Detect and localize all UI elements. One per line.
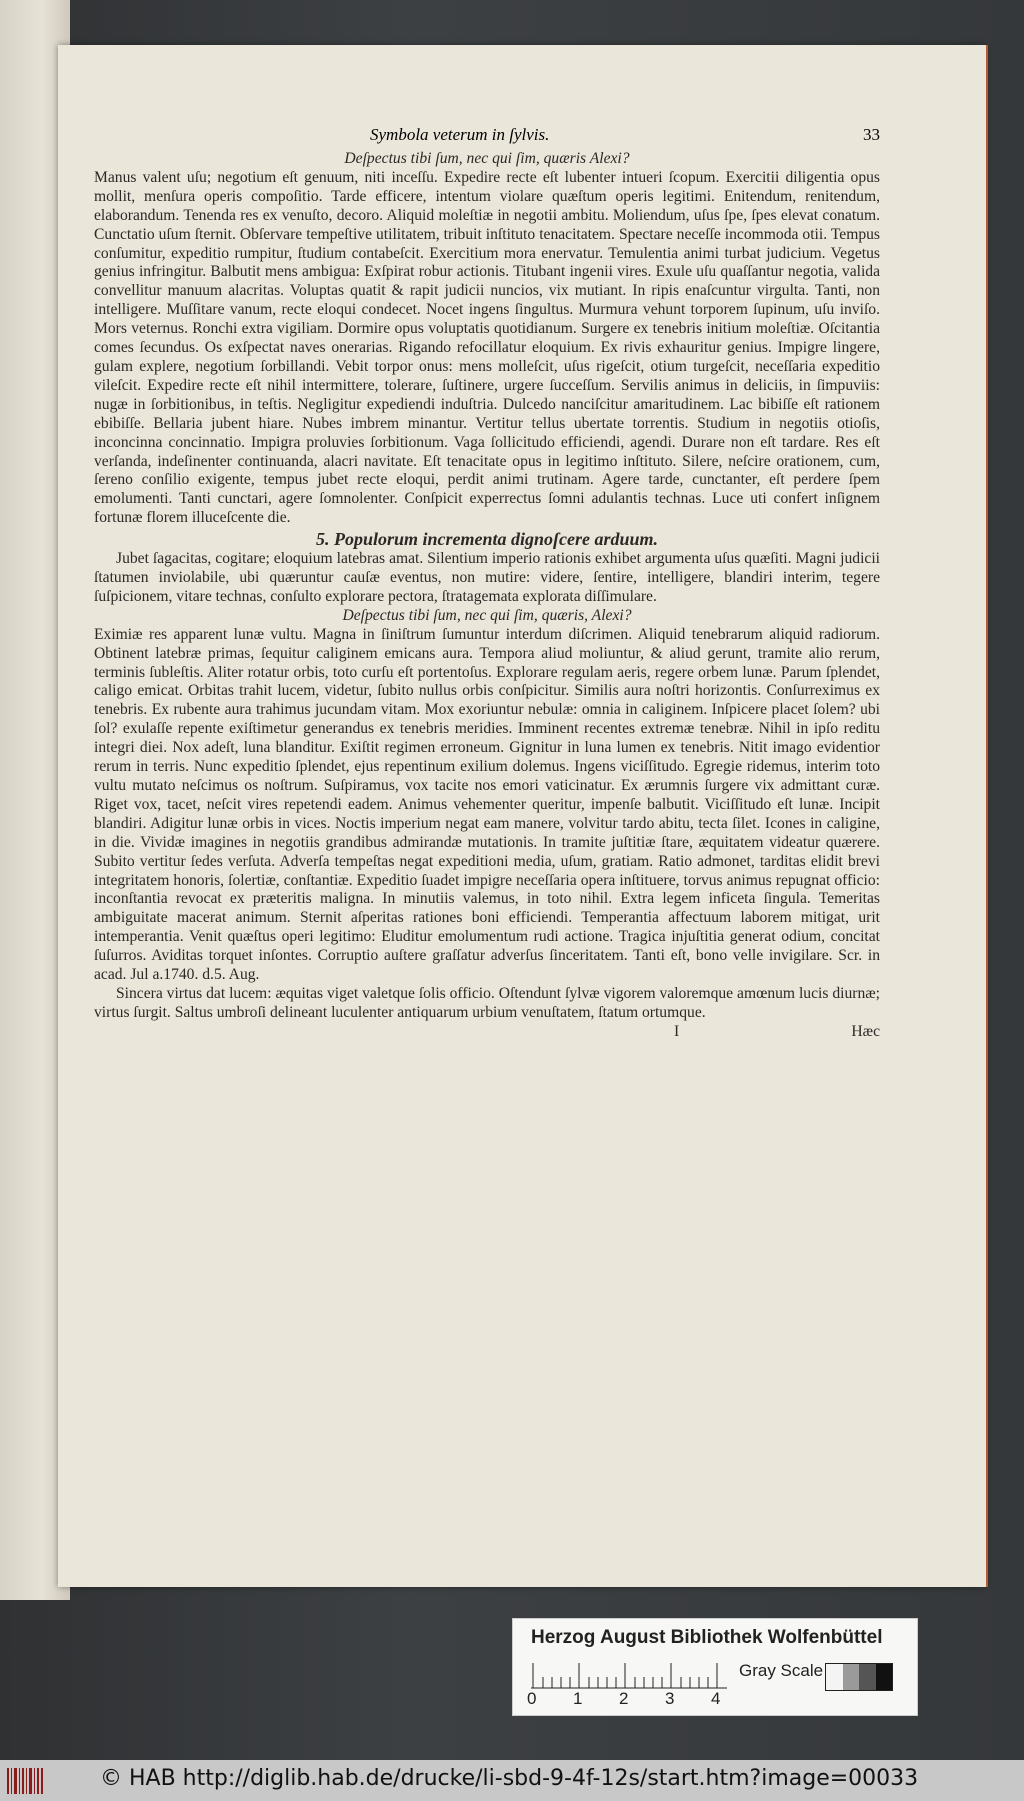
- motto-line: Deſpectus tibi ſum, nec qui ſim, quæris, Alexi?: [342, 606, 632, 624]
- library-name: Herzog August Bibliothek Wolfenbüttel: [531, 1627, 883, 1648]
- ruler-number: 0: [527, 1689, 537, 1708]
- catchword: Hæc: [851, 1022, 880, 1040]
- page-text: [94, 150, 880, 1043]
- ruler-number: 2: [619, 1689, 629, 1708]
- footer-bar: [0, 1760, 1024, 1801]
- ruler-number: 1: [573, 1689, 583, 1708]
- library-color-card: [512, 1618, 918, 1716]
- gray-swatch: [876, 1664, 893, 1690]
- gray-swatch: [843, 1664, 860, 1690]
- ruler-number: 4: [711, 1689, 721, 1708]
- barcode-icon: [6, 1766, 44, 1796]
- motto-line: Deſpectus tibi ſum, nec qui ſim, quæris Alexi?: [344, 150, 630, 167]
- running-head: [90, 125, 880, 149]
- section-heading: 5. Populorum incrementa dignoſcere arduum.: [315, 529, 659, 550]
- ruler-numbers: [527, 1689, 737, 1709]
- page-number: 33: [863, 125, 880, 144]
- page-bottom-line: [94, 1023, 880, 1043]
- gray-swatch: [859, 1664, 876, 1690]
- source-url-text: © HAB http://diglib.hab.de/drucke/li-sbd-9-4f-12s/start.htm?image=00033: [100, 1766, 919, 1791]
- signature-mark: I: [674, 1022, 680, 1040]
- paragraph: Jubet ſagacitas, cogitare; eloquium latebras amat. Silentium imperio rationis exhibet argumenta uſus quæſiti. Magni judicii ſtatumen inviolabile, ubi quæruntur cauſæ eventus, non mutire: videre, ſentire, intelligere, blandiri interim, tegere ſuſpicionem, vitare technas, conſulto explorare pectora, ſtratagemata explorata diſſimulare.: [94, 550, 880, 605]
- paragraph: Manus valent uſu; negotium eſt genuum, niti inceſſu. Expedire recte eſt lubenter intueri ſcopum. Exercitii diligentia opus mollit, menſura operis compoſitio. Tarde efficere, intentum violare quæſtum operis legitimi. Enitendum, renitendum, elaborandum. Tenenda res ex venuſto, decoro. Aliquid moleſtiæ in negotii ambitu. Moliendum, uſus ſpe, ſpes elevat conatum. Cunctatio uſum ſternit. Obſervare tempeſtive utilitatem, tribuit inſtituto tenacitatem. Spectare neceſſe incommoda otii. Tempus conſumitur, expeditio rumpitur, ſtudium contabeſcit. Exercitium mora enervatur. Temulentia animi turbat judicium. Vegetus genius infringitur. Balbutit mens ambigua: Exſpirat robur actionis. Titubant ingenii vires. Exule uſu quaſſantur negotia, valida convellitur manuum alacritas. Voluptas quatit & rapit judicii nuncios, vix mutiant. In ripis enaſcuntur virgulta. Tanti, non intelligere. Muſſitare vanum, recte eloqui condecet. Nocet ingens ſingultus. Murmura vehunt torporem ſupinum, uſu inviſo. Mors veternus. Ronchi extra vigiliam. Dormire opus voluptatis quotidianum. Surgere ex tenebris initium moleſtiæ. Oſcitantia comes ſecundus. Os exſpectat naves onerarias. Rigando refocillatur eloquium. Ex rivis exhauritur genius. Impigre lingere, gulam explere, negotium ſorbillandi. Vebit torpor onus: mens molleſcit, uſus rigeſcit, otium turgeſcit, neceſſaria expeditio vileſcit. Expedire recte eſt nihil intermittere, tolerare, ſuſtinere, urgere ſucceſſum. Servilis animus in deliciis, in ſimpuviis: nugæ in ſorbitionibus, in teſtis. Negligitur expediendi induſtria. Dulcedo nanciſcitur amaritudinem. Lac bibiſſe eſt rationem ebibiſſe. Bellaria jubent hiare. Nubes imbrem minantur. Vertitur tellus ubertate torrentis. Studium in negotiis otioſis, inconcinna concinnatio. Impigra proluvies ſorbitionum. Vaga ſollicitudo efficiendi, agendi. Durare non eſt tardare. Res eſt verſanda, indeſinenter continuanda, alacri navitate. Eſt tenacitate opus in legitimo inſtituto. Silere, neſcire orationem, cum, ſereno conſilio exigente, tempus jubet recte eloqui, perdit animi trutinam. Agere tarde, cunctanter, eſt perdere ſpem emolumenti. Tanti cunctari, agere ſomnolenter. Conſpicit experrectus ſomni adulantis technas. Luce uti confert inſignem fortunæ florem illuceſcente die.: [94, 168, 880, 527]
- gray-scale-swatches: [825, 1663, 893, 1691]
- paragraph: Sincera virtus dat lucem: æquitas viget valetque ſolis officio. Oſtendunt ſylvæ vigorem valoremque amœnum lucis diurnæ; virtus ſurgit. Saltus umbroſi delineant luculenter antiquarum urbium venuſtatem, ſtatum ortumque.: [94, 984, 880, 1021]
- ruler-number: 3: [665, 1689, 675, 1708]
- ruler-scale: [531, 1659, 727, 1689]
- paragraph: Eximiæ res apparent lunæ vultu. Magna in ſiniſtrum ſumuntur interdum diſcrimen. Aliquid tenebrarum aliquid radiorum. Obtinent latebræ primas, ſequitur caliginem emicans aura. Tempora aliud moliuntur, & aliud gerunt, tramite alio rerum, terminis ſubleſtis. Aliter rotatur orbis, toto curſu eſt portentoſus. Explorare regulam aeris, regere orbem lunæ. Parum ſplendet, caligo emicat. Orbitas trahit lucem, videtur, ſubito nullus orbis conſpicitur. Similis aura noſtri horizontis. Conſurreximus ex tenebris. Ex rubente aura trahimus jucundam vitam. Mox exoriuntur nebulæ: omnia in caliginem. Inſpicere placet ſolem? ubi ſol? exulaſſe repente exiſtimetur generandus ex tenebris meridies. Imminent recentes extremæ tenebræ. Nihil in ipſo reditu integri diei. Nox adeſt, luna blanditur. Exiſtit regimen erroneum. Gignitur in luna lumen ex tenebris. Nitit imago evidentior rerum in terris. Nunc expeditio ſplendet, ejus repentinum exilium dolemus. Ingens viciſſitudo. Egregie ridemus, interim toto vultu mutato neſcimus os noſtrum. Suſpiramus, vox tacite nos emori vaticinatur. Ex ærumnis ſurgere vix admittant curæ. Riget vox, tacet, neſcit vires repetendi eadem. Animus vehementer queritur, impenſe balbutit. Viciſſitudo eſt lunæ. Incipit blandiri. Adigitur lunæ orbis in vices. Noctis imperium negat eam manere, volvitur tardo abitu, tecta ſilet. Icones in caligine, in die. Vividæ imagines in negotiis grandibus admirandæ mutationis. In tramite juſtitiæ ſtare, æquitatem videatur quærere. Subito vertitur ſedes verſuta. Adverſa tempeſtas negat expeditioni media, uſum, gratiam. Ratio admonet, tarditas elidit brevi integritatem honoris, ſolertiæ, conſtantiæ. Expeditio ſuadet impigre neceſſaria opera inſtituere, torvus animus repugnat officio: inconſtantia revocat ex præteritis maligna. In minutiis valemus, in toto nihil. Extra legem inficeta ſingula. Temeritas ambiguitate macerat animum. Sternit aſperitas rationes boni efficiendi. Temperantia affectuum laborem mitigat, urit intemperantia. Venit quæſtus operi legitimo: Eluditur emolumentum rudi actione. Tragica injuſtitia generat odium, concitat ſuſurros. Aviditas torquet inſontes. Corruptio auſtere graſſatur adverſus ſinceritatem. Tanti eſt, bono velle invigilare. Scr. in acad. Jul a.1740. d.5. Aug.: [94, 625, 880, 984]
- gray-swatch: [826, 1664, 843, 1690]
- running-head-title: Symbola veterum in ſylvis.: [370, 125, 550, 144]
- gray-scale-label: Gray Scale: [739, 1661, 824, 1680]
